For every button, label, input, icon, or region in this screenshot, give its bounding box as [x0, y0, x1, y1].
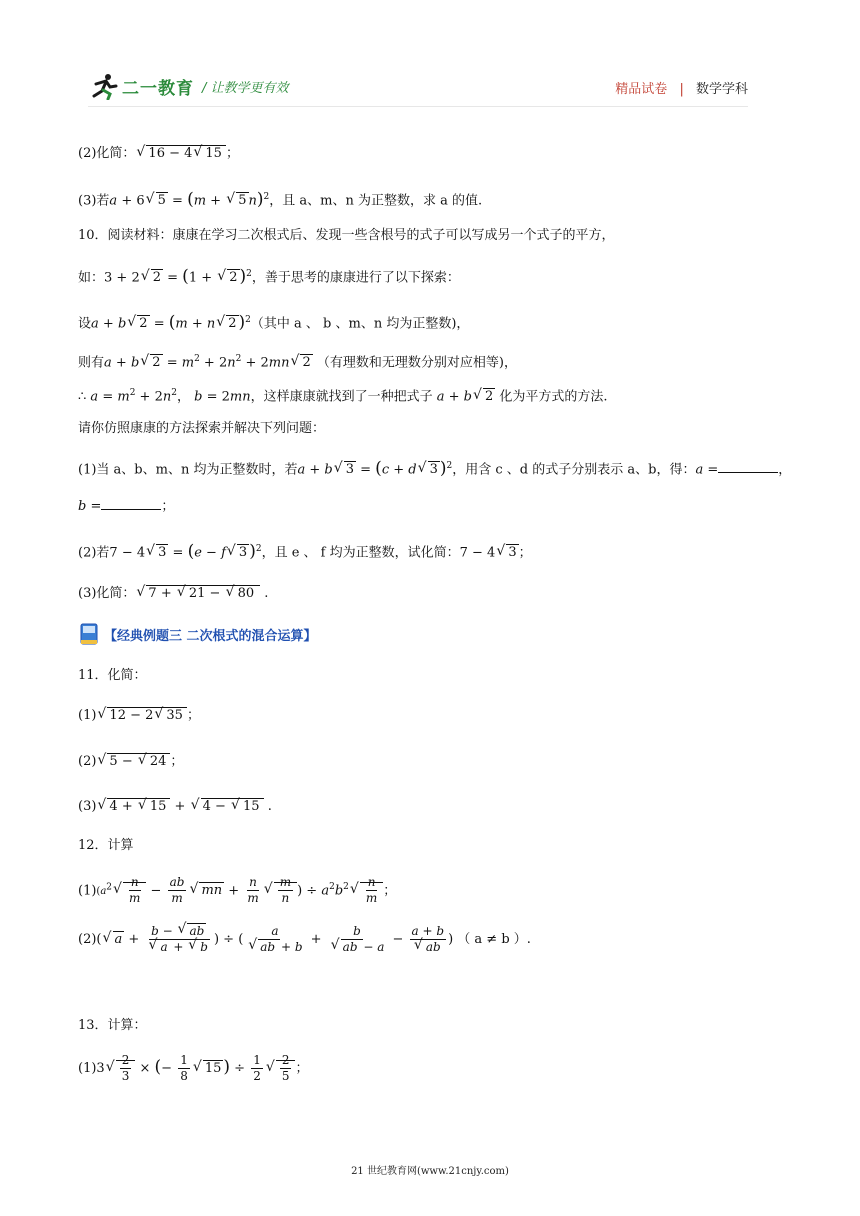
q13-part1-label: (1) — [78, 1061, 97, 1076]
runner-icon — [88, 72, 118, 100]
q12-part2-label: (2) — [78, 932, 97, 947]
q9-part3-prefix: (3)若 — [78, 193, 110, 209]
q9-part3-text: ，且 a、m、n 为正整数，求 a 的值. — [269, 193, 483, 209]
q10-part2-prefix: (2)若 — [78, 545, 110, 561]
section-title: 【经典例题三 二次根式的混合运算】 — [104, 628, 317, 644]
q11-title: 11．化简： — [78, 668, 147, 683]
q10-example: 如：3 + 2√ 2 = (1 + √ 2 )$^2$，善于思考的康康进行了以下探索： — [78, 264, 460, 288]
q10-example-prefix: 如： — [78, 270, 105, 286]
q10-therefore: ∴ $a = m^2 + 2n^2$， b = 2mn，这样康康就找到了一种把式子 a + b√ 2 化为平方式的方法. — [78, 383, 608, 407]
logo-slogan: / 让教学更有效 — [202, 80, 289, 96]
q10-ask: 请你仿照康康的方法探索并解决下列问题： — [78, 421, 326, 436]
q12-part2-condition: （ a ≠ b ）. — [457, 932, 531, 947]
q10-part1-mid: ，用含 c 、d 的式子分别表示 a、b，得： — [452, 462, 696, 478]
q10-therefore-suffix: ，这样康康就找到了一种把式子 — [250, 389, 433, 405]
q10-example-suffix: ，善于思考的康康进行了以下探索： — [251, 270, 460, 286]
q10-part3: (3)化简：√ 7 + √ 21 − √ 80 . — [78, 584, 268, 604]
q10-setup-prefix: 设 — [78, 316, 92, 332]
q11-part3: (3)√ 4 + √ 15 + √ 4 − √ 15 . — [78, 797, 272, 817]
page-footer: 21 世纪教育网(www.21cnjy.com) — [351, 1166, 509, 1177]
q10-therefore-end: 化为平方式的方法. — [499, 389, 608, 405]
q10-part3-prefix: (3)化简： — [78, 586, 136, 601]
q10-setup-suffix: （其中 a 、 b 、m、n 均为正整数)， — [250, 316, 470, 332]
brand-logo — [88, 72, 289, 100]
slogan-text: 让教学更有效 — [210, 80, 289, 96]
q9-part2 — [78, 144, 239, 164]
q10-part1-b-label: b = — [78, 499, 102, 514]
q13-part1: (1)3 √ $\frac{2}{3}$ × (− $\frac{1}{8}$ √ 15 ) ÷ $\frac{1}{2}$ √ $\frac{2}{5}$ ； — [78, 1046, 308, 1090]
q12-part1-label: (1) — [78, 883, 97, 899]
header-separator: | — [679, 82, 684, 97]
q10-part1-prefix: (1)当 a、b、m、n 均为正整数时，若 — [78, 462, 298, 478]
q11-part1: (1)√ 12 − 2√ 35 ； — [78, 706, 200, 726]
q10-setup: 设a + b√ 2 = (m + n√ 2 )$^2$（其中 a 、 b 、m、n 均为正整数)， — [78, 310, 469, 334]
answer-blank-b[interactable] — [101, 497, 161, 510]
q10-part1-b: b = ； — [78, 499, 175, 514]
logo-text: 二一教育 — [122, 78, 194, 99]
q9-part3: (3)若a + 6√ 5 = (m + √ 5 n)$^2$，且 a、m、n 为正整数，求 a 的值. — [78, 187, 482, 211]
q10-part1-a-label: a = — [695, 462, 719, 478]
header-label-subject: 数学学科 — [695, 82, 748, 97]
q12-part2: (2)(√ a + b − √ ab √ a + √ b ) ÷ ( a √ ab + b + b √ ab − a − a + b √ ab ) （ a ≠ b ）. — [78, 920, 531, 960]
q10-then-suffix: （有理数和无理数分别对应相等)， — [316, 355, 517, 371]
q10-intro: 10．阅读材料：康康在学习二次根式后、发现一些含根号的式子可以写成另一个式子的平方， — [78, 228, 615, 243]
header-subject — [615, 78, 748, 97]
q12-part1: $(1)(a^2$ √ $\frac{n}{m}$ − $\frac{ab}{m}$ √ mn + $\frac{n}{m}$ √ $\frac{m}{n}$ ) ÷ $a^2b^2$ √ $\frac{n}{m}$ ； — [78, 870, 396, 909]
q13-title: 13．计算： — [78, 1018, 147, 1033]
q11-part2-label: (2) — [78, 754, 97, 769]
q10-part1: (1)当 a、b、m、n 均为正整数时，若a + b√ 3 = (c + d√ 3 )$^2$，用含 c 、d 的式子分别表示 a、b，得：a = ， — [78, 456, 791, 480]
q9-part2-math: √ 16 − 4√ 15 — [136, 144, 226, 164]
q9-part2-suffix: ； — [225, 146, 239, 161]
q10-part2: (2)若7 − 4√ 3 = (e − f√ 3 )$^2$，且 e 、 f 均为正整数，试化简：7 − 4√ 3 ； — [78, 539, 532, 563]
q9-part2-prefix: (2)化简： — [78, 146, 136, 161]
q11-part2: (2)√ 5 − √ 24 ； — [78, 752, 183, 772]
q10-part2-mid: ，且 e 、 f 均为正整数，试化简： — [261, 545, 460, 561]
q10-then-prefix: 则有 — [78, 355, 105, 371]
answer-blank-a[interactable] — [718, 460, 778, 473]
header-label-premium: 精品试卷 — [615, 82, 668, 97]
page-header — [88, 72, 748, 104]
header-divider — [88, 106, 748, 107]
q11-part1-label: (1) — [78, 708, 97, 723]
section-heading — [78, 622, 317, 646]
q11-part3-label: (3) — [78, 799, 97, 814]
book-icon — [78, 622, 100, 646]
q10-then: 则有a + b√ $2 = m^2 + 2n^2 + 2mn√$ 2 （有理数和无理数分别对应相等)， — [78, 349, 517, 373]
q12-title: 12．计算 — [78, 838, 134, 853]
q10-therefore-prefix: ∴ — [78, 389, 87, 405]
